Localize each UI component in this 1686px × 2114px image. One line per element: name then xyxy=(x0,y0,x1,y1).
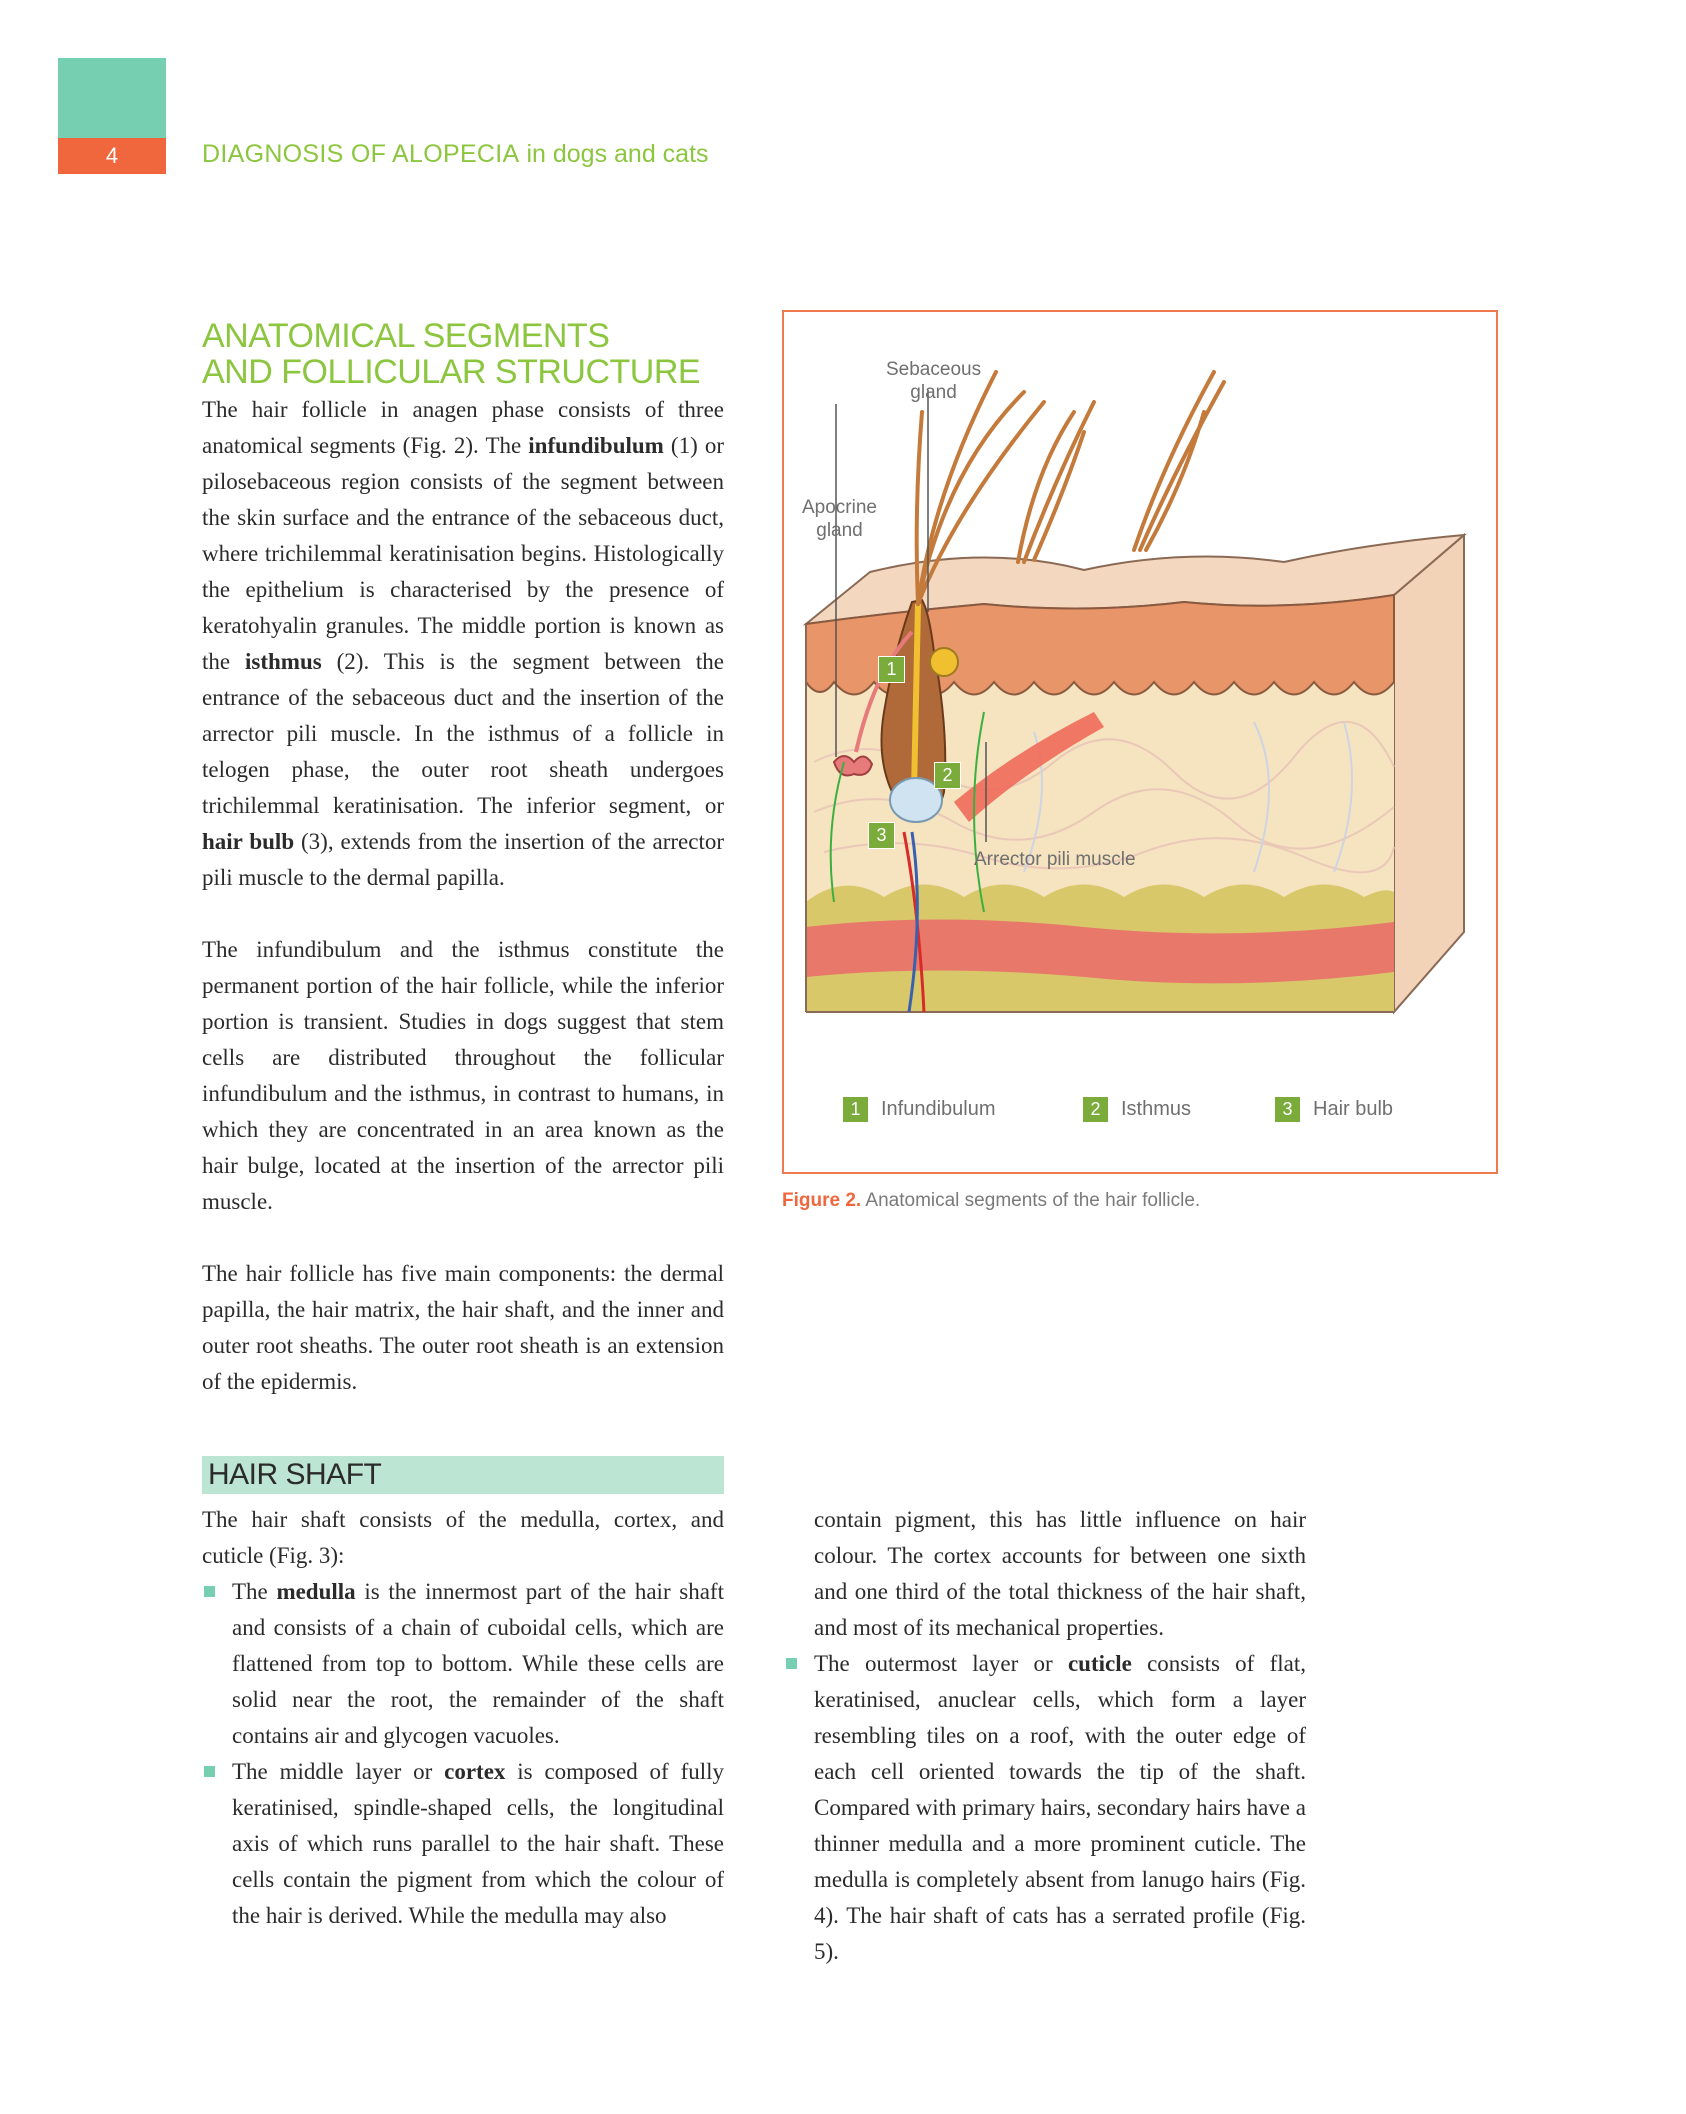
label-apocrine-line1: Apocrine xyxy=(802,497,877,518)
paragraph-2: The infundibulum and the isthmus constitute the permanent portion of the hair follicle, while the inferior portion is transient. Studies in dogs suggest that stem cells are distributed throughout the follicular infundibulum and the isthmus, in contrast to humans, in which they are concentrated in an area known as the hair bulge, located at the insertion of the arrector pili muscle. xyxy=(202,937,724,1214)
label-sebaceous-line1: Sebaceous xyxy=(886,359,982,380)
legend-label-1: Infundibulum xyxy=(881,1098,996,1120)
term-medulla: medulla xyxy=(276,1579,356,1604)
bullet-cortex xyxy=(202,1754,724,1934)
term-isthmus: isthmus xyxy=(245,649,322,674)
sebaceous-gland xyxy=(930,648,958,676)
left-column-text xyxy=(202,392,724,1400)
marker-1: 1 xyxy=(878,656,905,683)
hair-shaft-right-column xyxy=(784,1502,1306,1970)
figure-caption-text: Anatomical segments of the hair follicle. xyxy=(861,1190,1201,1211)
label-apocrine-gland xyxy=(802,496,877,542)
hair-shaft-in-follicle xyxy=(914,604,918,792)
bullet-square-icon xyxy=(204,1766,215,1777)
term-cuticle: cuticle xyxy=(1067,1651,1132,1676)
b3-text-c: consists of flat, keratinised, anuclear cells, which form a layer resembling tiles on a roof, with the outer edge of each cell oriented towards the tip of the shaft. Compared with primary hairs, secondary hairs have a thinner medulla and a more prominent cuticle. The medulla is completely absent from lanugo hairs (Fig. 4). The hair shaft of cats has a serrated profile (Fig. 5). xyxy=(814,1651,1306,1964)
section-heading-anatomical xyxy=(202,318,742,390)
b2-text-c: is composed of fully keratinised, spindle-shaped cells, the longitudinal axis of which runs parallel to the hair shaft. These cells contain the pigment from which the colour of the hair is derived. While the medulla may also xyxy=(232,1759,725,1928)
marker-3: 3 xyxy=(868,822,895,849)
term-infundibulum: infundibulum xyxy=(528,433,664,458)
hair-shaft-left-column xyxy=(202,1502,724,1934)
legend-item-hair-bulb xyxy=(1274,1096,1393,1123)
legend-num-1: 1 xyxy=(842,1096,869,1123)
running-head-subtitle: in dogs and cats xyxy=(526,140,709,168)
figure-caption-number: Figure 2. xyxy=(782,1190,862,1211)
b1-text-a: The xyxy=(232,1579,277,1604)
heading-line-1: ANATOMICAL SEGMENTS xyxy=(202,317,610,355)
legend-num-2: 2 xyxy=(1082,1096,1109,1123)
legend-item-infundibulum xyxy=(842,1096,996,1123)
bullet-medulla xyxy=(202,1574,724,1754)
marker-2: 2 xyxy=(934,762,961,789)
figure-caption xyxy=(782,1190,1200,1212)
section-heading-hair-shaft: HAIR SHAFT xyxy=(208,1458,382,1491)
figure-2-frame xyxy=(782,310,1498,1174)
page-number: 4 xyxy=(58,138,166,174)
legend-label-2: Isthmus xyxy=(1121,1098,1192,1120)
hair-shaft-intro: The hair shaft consists of the medulla, cortex, and cuticle (Fig. 3): xyxy=(202,1507,724,1568)
hair-follicle-illustration xyxy=(784,312,1496,1172)
legend-label-3: Hair bulb xyxy=(1313,1098,1394,1120)
b1-text-c: is the innermost part of the hair shaft and consists of a chain of cuboidal cells, which are flattened from top to bottom. While these cells are solid near the root, the remainder of the shaft contains air and glycogen vacuoles. xyxy=(232,1579,724,1748)
label-apocrine-line2: gland xyxy=(816,520,863,541)
b3-text-a: The outermost layer or xyxy=(814,1651,1068,1676)
b2-text-a: The middle layer or xyxy=(232,1759,445,1784)
term-hair-bulb: hair bulb xyxy=(202,829,295,854)
label-sebaceous-gland xyxy=(886,358,981,404)
legend-num-3: 3 xyxy=(1274,1096,1301,1123)
p1-text-g: (3), extends from the insertion of the arrector pili muscle to the dermal papilla. xyxy=(202,829,724,890)
bullet-square-icon xyxy=(786,1658,797,1669)
bullet-square-icon xyxy=(204,1586,215,1597)
bullet-cuticle xyxy=(784,1646,1306,1970)
p1-text-a: The hair follicle in anagen phase consists of three anatomical segments (Fig. 2). The xyxy=(202,397,724,458)
label-arrector-pili: Arrector pili muscle xyxy=(974,849,1136,870)
header-tab-block xyxy=(58,58,166,138)
label-sebaceous-line2: gland xyxy=(910,382,957,403)
p1-text-c: (1) or pilosebaceous region consists of the segment between the skin surface and the entrance of the sebaceous duct, where trichilemmal keratinisation begins. Histologically the epithelium is characterised by the presence of keratohyalin granules. The middle portion is known as the xyxy=(202,433,724,674)
paragraph-3: The hair follicle has five main components: the dermal papilla, the hair matrix, the hair shaft, and the inner and outer root sheaths. The outer root sheath is an extension of the epidermis. xyxy=(202,1261,724,1394)
running-head-title: DIAGNOSIS OF ALOPECIA xyxy=(202,140,520,168)
p1-text-e: (2). This is the segment between the entrance of the sebaceous duct and the insertion of the arrector pili muscle. In the isthmus of a follicle in telogen phase, the outer root sheath undergoes trichilemmal keratinisation. The inferior segment, or xyxy=(202,649,724,818)
heading-line-2: AND FOLLICULAR STRUCTURE xyxy=(202,353,701,391)
paragraph-1 xyxy=(202,392,724,896)
skin-block-side xyxy=(1394,535,1464,1012)
term-cortex: cortex xyxy=(444,1759,506,1784)
running-head xyxy=(202,140,709,169)
legend-item-isthmus xyxy=(1082,1096,1191,1123)
bullet-cortex-continued: contain pigment, this has little influence on hair colour. The cortex accounts for between one sixth and one third of the total thickness of the hair shaft, and most of its mechanical properties. xyxy=(814,1507,1306,1640)
